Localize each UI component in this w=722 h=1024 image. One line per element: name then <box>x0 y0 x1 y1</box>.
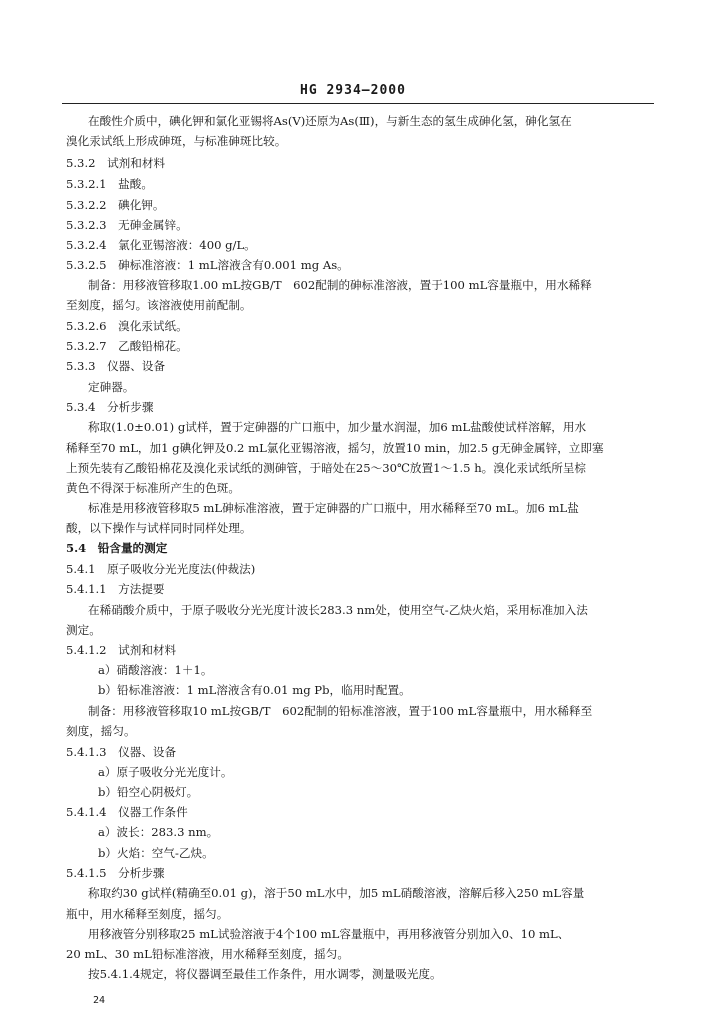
body-line: 用移液管分别移取25 mL试验溶液于4个100 mL容量瓶中，再用移液管分别加入0、10 mL、 <box>88 927 570 941</box>
list-item: b）铅标准溶液：1 mL溶液含有0.01 mg Pb，临用时配置。 <box>98 683 411 697</box>
section-heading: 5.4 铅含量的测定 <box>66 541 168 555</box>
body-line: 溴化汞试纸上形成砷斑，与标准砷斑比较。 <box>66 134 287 148</box>
list-item: 5.3.2.2 碘化钾。 <box>66 198 165 212</box>
list-item: b）铅空心阴极灯。 <box>98 785 199 799</box>
section-heading: 5.3.4 分析步骤 <box>66 400 154 414</box>
body-line: 在稀硝酸介质中，于原子吸收分光光度计波长283.3 nm处，使用空气-乙炔火焰，采用标准加入法 <box>88 603 588 617</box>
standard-code-header: HG 2934—2000 <box>300 83 406 98</box>
page-number: 24 <box>93 995 106 1006</box>
section-heading: 5.4.1.5 分析步骤 <box>66 866 165 880</box>
body-line: 称取(1.0±0.01) g试样，置于定砷器的广口瓶中，加少量水润湿，加6 mL盐酸使试样溶解，用水 <box>88 420 587 434</box>
body-line: 上预先装有乙酸铅棉花及溴化汞试纸的测砷管，于暗处在25～30℃放置1～1.5 h。溴化汞试纸所呈棕 <box>66 461 587 475</box>
body-line: 刻度，摇匀。 <box>66 724 136 738</box>
list-item: 5.3.2.4 氯化亚锡溶液：400 g/L。 <box>66 238 256 252</box>
list-item: 5.3.2.7 乙酸铅棉花。 <box>66 339 188 353</box>
list-item: 5.3.2.6 溴化汞试纸。 <box>66 319 188 333</box>
body-line: 称取约30 g试样(精确至0.01 g)，溶于50 mL水中，加5 mL硝酸溶液，溶解后移入250 mL容量 <box>88 886 585 900</box>
body-line: 按5.4.1.4规定，将仪器调至最佳工作条件，用水调零，测量吸光度。 <box>88 967 442 981</box>
list-item: a）原子吸收分光光度计。 <box>98 765 233 779</box>
body-line: 制备：用移液管移取10 mL按GB/T 602配制的铅标准溶液，置于100 mL容量瓶中，用水稀释至 <box>88 704 593 718</box>
body-line: 测定。 <box>66 623 101 637</box>
list-item: 5.3.2.1 盐酸。 <box>66 177 153 191</box>
body-line: 瓶中，用水稀释至刻度，摇匀。 <box>66 907 229 921</box>
body-line: 在酸性介质中，碘化钾和氯化亚锡将As(Ⅴ)还原为As(Ⅲ)，与新生态的氢生成砷化氢，砷化氢在 <box>88 114 572 128</box>
section-heading: 5.3.3 仪器、设备 <box>66 359 166 373</box>
list-item: a）硝酸溶液：1＋1。 <box>98 663 213 677</box>
body-line: 至刻度，摇匀。该溶液使用前配制。 <box>66 298 252 312</box>
section-heading: 5.4.1 原子吸收分光光度法(仲裁法) <box>66 562 256 576</box>
body-line: 标准是用移液管移取5 mL砷标准溶液，置于定砷器的广口瓶中，用水稀释至70 mL。加6 mL盐 <box>88 501 579 515</box>
list-item: 5.3.2.5 砷标准溶液：1 mL溶液含有0.001 mg As。 <box>66 258 349 272</box>
list-item: a）波长：283.3 nm。 <box>98 825 219 839</box>
list-item: 5.3.2.3 无砷金属锌。 <box>66 218 188 232</box>
body-line: 黄色不得深于标准所产生的色斑。 <box>66 481 240 495</box>
section-heading: 5.4.1.2 试剂和材料 <box>66 643 177 657</box>
list-item: b）火焰：空气-乙炔。 <box>98 846 214 860</box>
section-heading: 5.4.1.3 仪器、设备 <box>66 745 177 759</box>
section-heading: 5.4.1.4 仪器工作条件 <box>66 805 188 819</box>
body-line: 20 mL、30 mL铅标准溶液，用水稀释至刻度，摇匀。 <box>66 947 349 961</box>
body-line: 稀释至70 mL，加1 g碘化钾及0.2 mL氯化亚锡溶液，摇匀，放置10 min，加2.5 g无砷金属锌，立即塞 <box>66 441 604 455</box>
section-heading: 5.3.2 试剂和材料 <box>66 156 166 170</box>
section-heading: 5.4.1.1 方法提要 <box>66 582 165 596</box>
body-line: 制备：用移液管移取1.00 mL按GB/T 602配制的砷标准溶液，置于100 mL容量瓶中，用水稀释 <box>88 278 592 292</box>
body-line: 定砷器。 <box>88 380 135 394</box>
body-line: 酸，以下操作与试样同时同样处理。 <box>66 521 252 535</box>
